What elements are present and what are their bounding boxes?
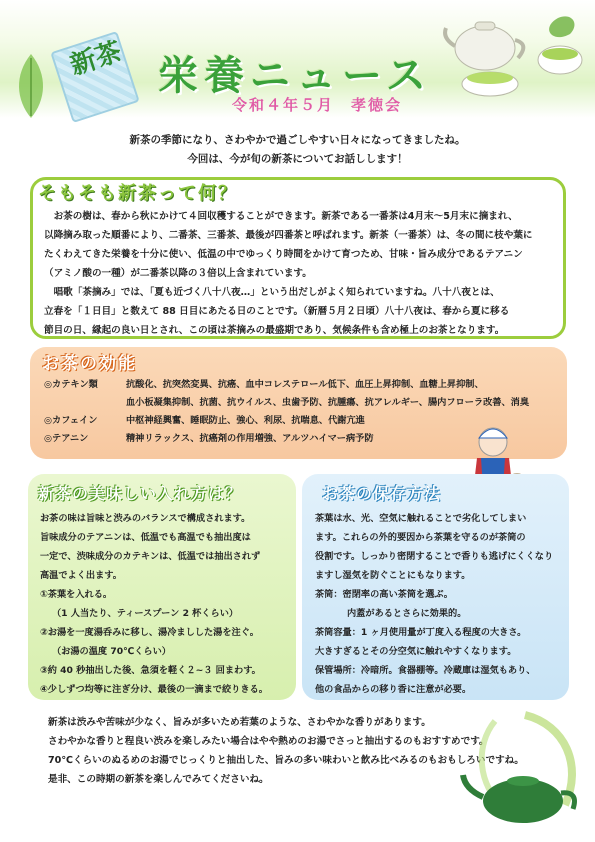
benefit-text: 精神リラックス、抗癌剤の作用増強、アルツハイマー病予防 [126, 433, 374, 444]
body-line: 茶筒：密閉率の高い茶筒を選ぶ。 [315, 589, 453, 600]
section-body [44, 207, 552, 340]
benefit-text: 血小板凝集抑制、抗菌、抗ウイルス、虫歯予防、抗腫瘍、抗アレルギー、腸内フローラ改善、消臭 [126, 397, 530, 408]
benefit-row [44, 394, 564, 412]
body-line: ます。これらの外的要因から茶葉を守るのが茶筒の [315, 532, 526, 543]
benefit-label: ◎カテキン類 [44, 379, 98, 390]
section-title: お茶の効能 [42, 354, 137, 374]
section-body [315, 509, 563, 699]
step-line: ④少しずつ均等に注ぎ分け、最後の一滴まで絞りきる。 [40, 684, 268, 695]
step-note: （1 人当たり、ティースプーン 2 杯くらい） [52, 608, 239, 619]
intro-line: 新茶の季節になり、さわやかで過ごしやすい日々になってきましたね。 [129, 134, 466, 146]
body-line: 大きすぎるとその分空気に触れやすくなります。 [315, 646, 517, 657]
step-line: ③約 40 秒抽出した後、急須を軽く２~３ 回まわす。 [40, 665, 261, 676]
body-line: 唱歌「茶摘み」では、「夏も近づく八十八夜…」という出だしがよく知られていますね。八十八夜とは、 [44, 287, 500, 298]
body-line: 立春を「１日目」と数えて 88 日目にあたる日のことです。（新暦５月２日頃）八十八夜は、春から夏に移る [44, 306, 510, 317]
body-line: 役割です。しっかり密閉することで香りも逃げにくくなり [315, 551, 554, 562]
body-line: お茶の味は旨味と渋みのバランスで構成されます。 [40, 513, 251, 524]
closing-line: 是非、この時期の新茶を楽しんでみてくださいね。 [48, 774, 269, 785]
body-line: たくわえてきた栄養を十分に使い、低温の中でゆっくり時間をかけて育つため、甘味・旨み成分であるテアニン [44, 249, 523, 260]
benefit-row [44, 376, 564, 394]
closing-line: 70℃くらいのぬるめのお湯でじっくりと抽出した、旨みの多い味わいと飲み比べみるのもおもしろいですね。 [48, 755, 524, 766]
benefit-label [44, 394, 126, 412]
teacup-icon [450, 62, 530, 98]
tea-leaf-icon [6, 50, 56, 120]
body-line: 茶葉は水、光、空気に触れることで劣化してしまい [315, 513, 527, 524]
benefit-label: ◎テアニン [44, 433, 89, 444]
body-line: お茶の樹は、春から秋にかけて４回収穫することができます。新茶である一番茶は4月末～5月末に摘まれ、 [44, 211, 518, 222]
step-note: （お湯の温度 70℃くらい） [52, 646, 171, 657]
intro-text [40, 131, 555, 169]
teapot-icon [455, 705, 590, 830]
benefit-text: 抗酸化、抗突然変異、抗癌、血中コレステロール低下、血圧上昇抑制、血糖上昇抑制、 [126, 379, 484, 390]
section-body [40, 509, 292, 699]
body-line: 保管場所：冷暗所。食器棚等。冷蔵庫は湿気もあり、 [315, 665, 536, 676]
body-line: 内蓋があるとさらに効果的。 [347, 608, 467, 619]
body-line: 旨味成分のテアニンは、低温でも高温でも抽出度は [40, 532, 251, 543]
ribbon-label: 新茶 [66, 36, 126, 82]
step-line: ②お湯を一度湯呑みに移し、湯冷ましした湯を注ぐ。 [40, 627, 259, 638]
body-line: 茶筒容量：1 ヶ月使用量が丁度入る程度の大きさ。 [315, 627, 527, 638]
closing-line: さわやかな香りと程良い渋みを楽しみたい場合はやや熱めのお湯でさっと抽出するのもおすすめです。 [48, 736, 489, 747]
body-line: 一定で、渋味成分のカテキンは、低温では抽出されず [40, 551, 261, 562]
body-line: 他の食品からの移り香に注意が必要。 [315, 684, 472, 695]
body-line: 高温でよく出ます。 [40, 570, 122, 581]
body-line: 以降摘み取った順番により、二番茶、三番茶、最後が四番茶と呼ばれます。新茶（一番茶）は、冬の間に枝や葉に [44, 230, 533, 241]
body-line: ますし湿気を防ぐことにもなります。 [315, 570, 471, 581]
intro-line: 今回は、今が旬の新茶についてお話しします！ [187, 153, 408, 165]
page-subtitle: 令和４年５月 孝徳会 [232, 96, 403, 114]
section-title: そもそも新茶って何？ [38, 183, 238, 204]
page-title: 栄養ニュース [158, 52, 432, 99]
body-line: （アミノ酸の一種）が二番茶以降の３倍以上含まれています。 [44, 268, 312, 279]
closing-line: 新茶は渋みや苦味が少なく、旨みが多いため若葉のような、さわやかな香りがあります。 [48, 717, 431, 728]
benefit-label: ◎カフェイン [44, 415, 98, 426]
step-line: ①茶葉を入れる。 [40, 589, 113, 600]
benefit-text: 中枢神経興奮、睡眠防止、強心、利尿、抗喘息、代謝亢進 [126, 415, 365, 426]
section-title: 新茶の美味しい入れ方は？ [38, 484, 243, 503]
section-title: お茶の保存方法 [322, 484, 442, 503]
body-line: 節目の日、縁起の良い日とされ、この頃は茶摘みの最盛期であり、気候条件も含め極上のお茶となります。 [44, 325, 505, 336]
